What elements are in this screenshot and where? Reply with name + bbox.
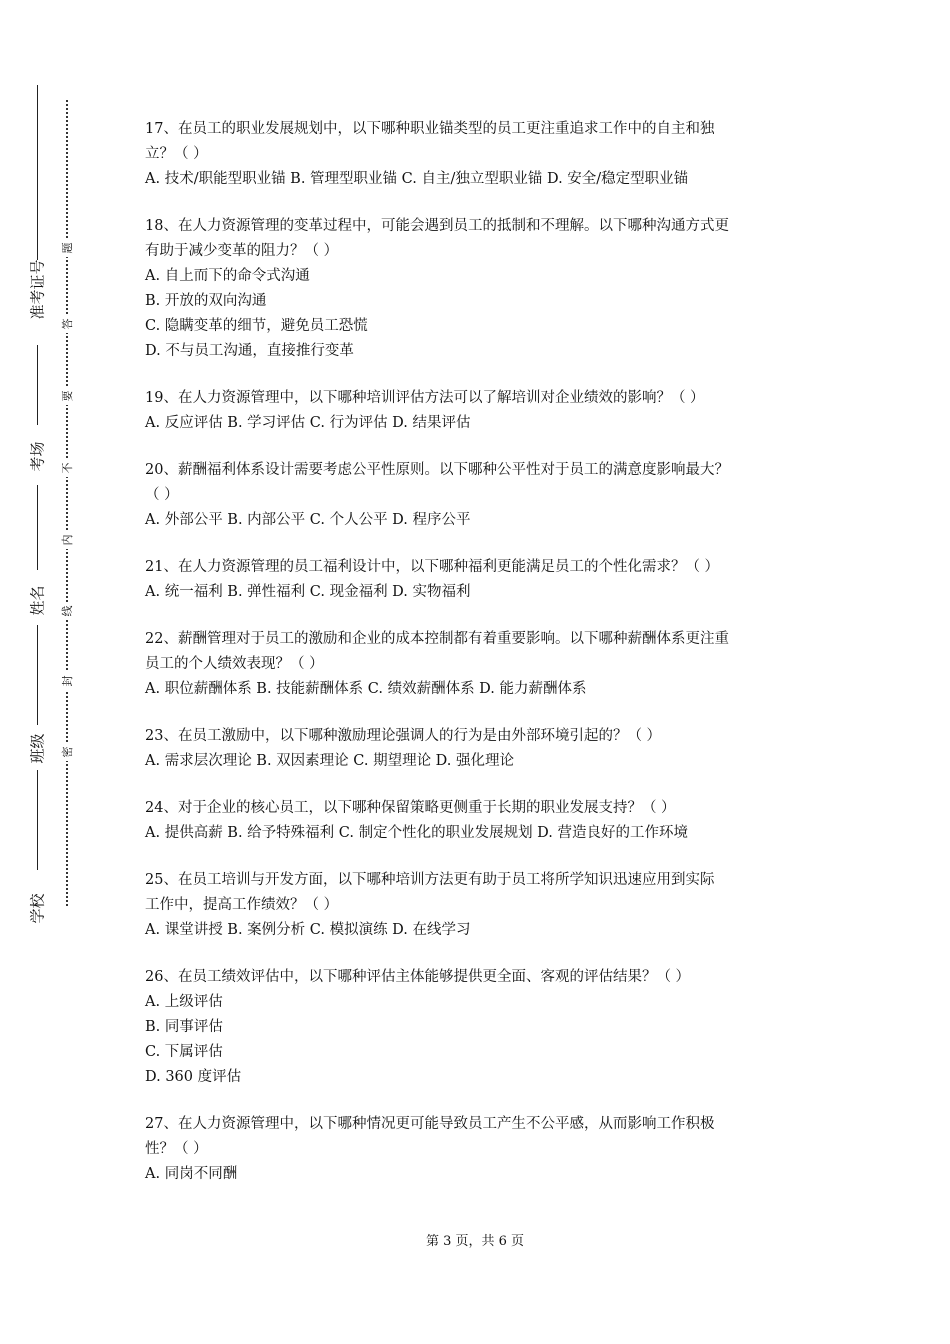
question-line: 性？（ ） [145,1141,208,1157]
seal-char: 密 [59,743,75,761]
seal-char: 内 [59,531,75,549]
question-text: 17、在员工的职业发展规划中，以下哪种职业锚类型的员工更注重追求工作中的自主和独 [145,121,715,137]
question-block [145,214,815,364]
binding-margin [0,0,110,1344]
question-line: A. 统一福利 B. 弹性福利 C. 现金福利 D. 实物福利 [145,584,471,600]
question-text: 18、在人力资源管理的变革过程中，可能会遇到员工的抵制和不理解。以下哪种沟通方式更 [145,218,729,234]
question-text: 22、薪酬管理对于员工的激励和企业的成本控制都有着重要影响。以下哪种薪酬体系更注重 [145,631,729,647]
question-text: 21、在人力资源管理的员工福利设计中，以下哪种福利更能满足员工的个性化需求？（ ） [145,559,720,575]
question-block [145,627,815,702]
margin-rule [37,485,38,570]
question-line: （ ） [145,487,179,503]
question-text: 27、在人力资源管理中，以下哪种情况更可能导致员工产生不公平感，从而影响工作积极 [145,1116,715,1132]
question-text: 26、在员工绩效评估中，以下哪种评估主体能够提供更全面、客观的评估结果？（ ） [145,969,691,985]
question-line: C. 隐瞒变革的细节，避免员工恐慌 [145,318,368,334]
school-label: 学校 [28,893,47,924]
seal-char: 线 [59,602,75,620]
margin-rule [37,625,38,725]
question-block [145,555,815,605]
question-line: A. 课堂讲授 B. 案例分析 C. 模拟演练 D. 在线学习 [145,922,471,938]
question-line: A. 外部公平 B. 内部公平 C. 个人公平 D. 程序公平 [145,512,471,528]
question-list [145,117,815,1209]
question-line: D. 不与员工沟通，直接推行变革 [145,343,354,359]
question-block [145,868,815,943]
question-block [145,117,815,192]
seal-char: 封 [59,672,75,690]
question-line: B. 开放的双向沟通 [145,293,267,309]
question-line: A. 反应评估 B. 学习评估 C. 行为评估 D. 结果评估 [145,415,471,431]
question-block [145,724,815,774]
question-line: B. 同事评估 [145,1019,223,1035]
question-line: A. 需求层次理论 B. 双因素理论 C. 期望理论 D. 强化理论 [145,753,515,769]
question-text: 25、在员工培训与开发方面，以下哪种培训方法更有助于员工将所学知识迅速应用到实际 [145,872,715,888]
question-block [145,386,815,436]
question-block [145,796,815,846]
question-line: 立？（ ） [145,146,208,162]
exam-room-label: 考场 [28,441,47,472]
question-line: A. 上级评估 [145,994,223,1010]
exam-id-label: 准考证号 [28,259,47,320]
seal-char: 题 [59,239,75,257]
margin-rule [37,345,38,425]
seal-char: 不 [59,459,75,477]
question-block [145,1112,815,1187]
margin-rule [37,85,38,260]
question-text: 20、薪酬福利体系设计需要考虑公平性原则。以下哪种公平性对于员工的满意度影响最大？ [145,462,729,478]
question-text: 23、在员工激励中，以下哪种激励理论强调人的行为是由外部环境引起的？（ ） [145,728,662,744]
question-line: 员工的个人绩效表现？（ ） [145,656,324,672]
question-line: A. 同岗不同酬 [145,1166,238,1182]
question-line: A. 提供高薪 B. 给予特殊福利 C. 制定个性化的职业发展规划 D. 营造良好的工作环境 [145,825,689,841]
question-text: 24、对于企业的核心员工，以下哪种保留策略更侧重于长期的职业发展支持？（ ） [145,800,676,816]
question-line: A. 职位薪酬体系 B. 技能薪酬体系 C. 绩效薪酬体系 D. 能力薪酬体系 [145,681,587,697]
seal-char: 答 [59,315,75,333]
question-block [145,965,815,1090]
question-line: 有助于减少变革的阻力？（ ） [145,243,339,259]
seal-line [66,100,68,906]
seal-char: 要 [59,387,75,405]
page-footer: 第 3 页，共 6 页 [425,1234,525,1249]
question-line: A. 自上而下的命令式沟通 [145,268,310,284]
question-line: A. 技术/职能型职业锚 B. 管理型职业锚 C. 自主/独立型职业锚 D. 安全/稳定型职业锚 [145,171,689,187]
class-label: 班级 [28,733,47,764]
question-line: D. 360 度评估 [145,1069,242,1085]
question-line: C. 下属评估 [145,1044,223,1060]
name-label: 姓名 [28,585,47,616]
question-text: 19、在人力资源管理中，以下哪种培训评估方法可以了解培训对企业绩效的影响？（ ） [145,390,705,406]
question-line: 工作中，提高工作绩效？（ ） [145,897,339,913]
question-block [145,458,815,533]
margin-rule [37,770,38,870]
